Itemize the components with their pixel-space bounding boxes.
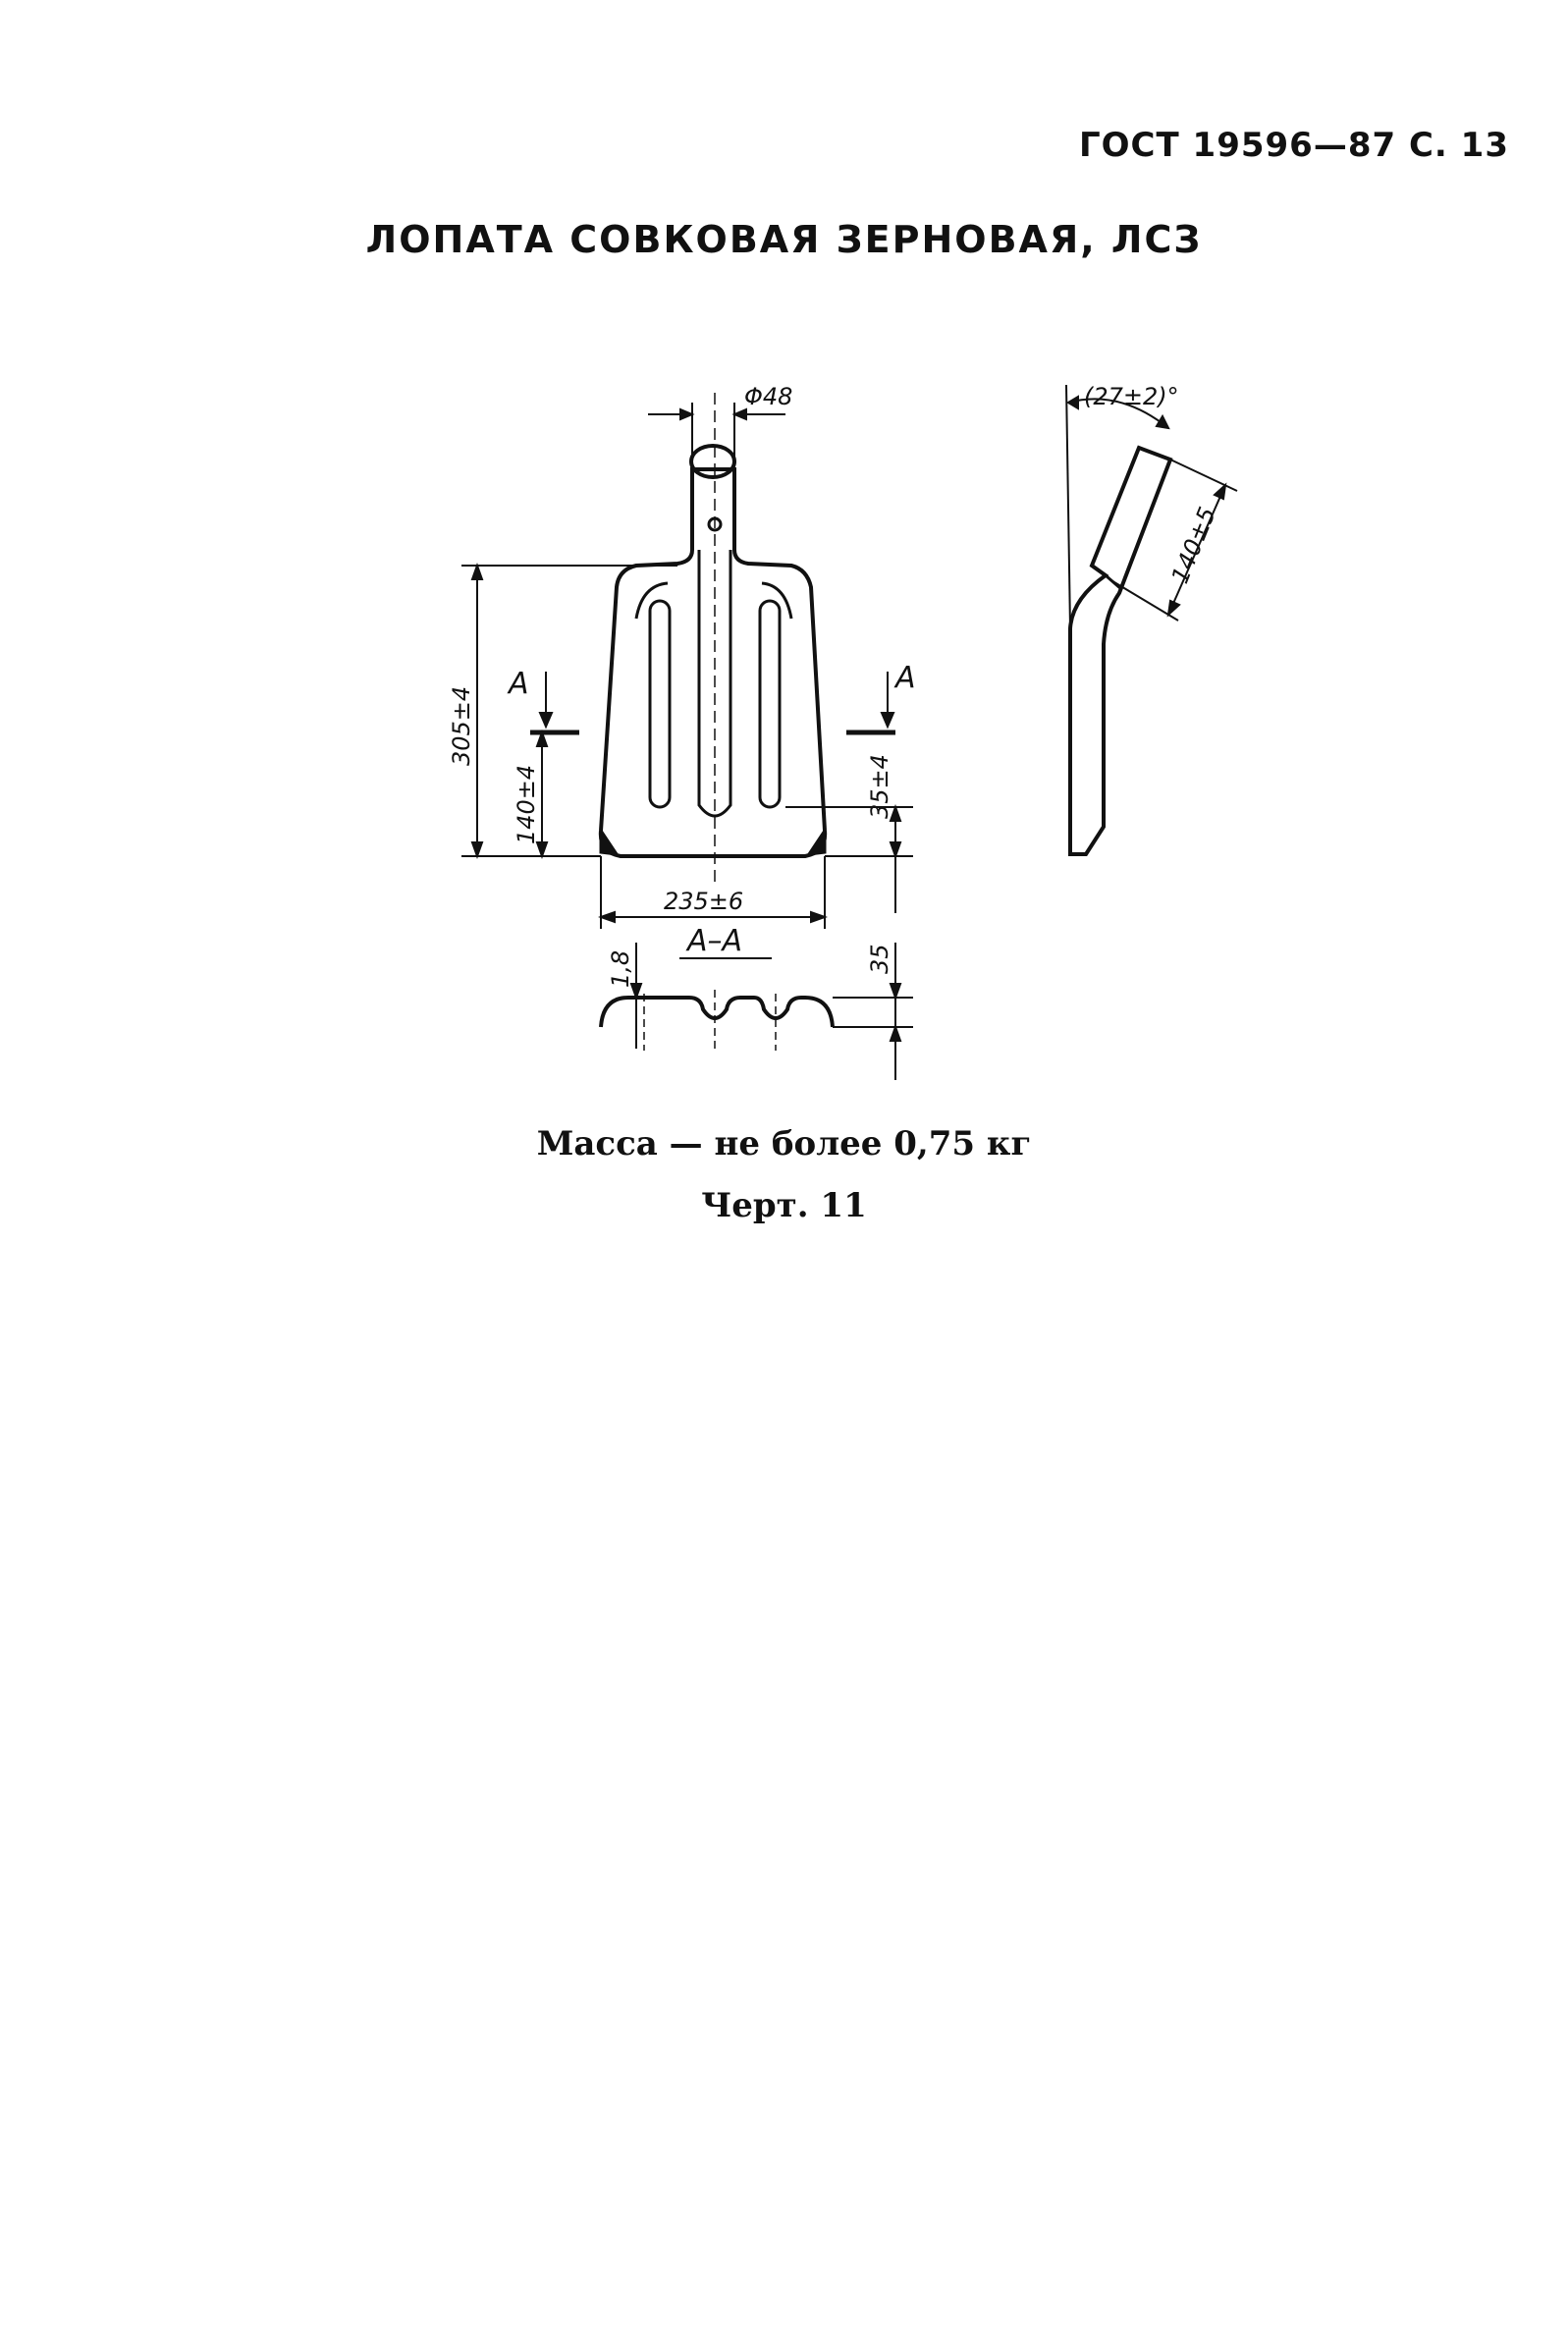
dim-thickness: 1,8 xyxy=(607,949,634,988)
bend-length-dimension xyxy=(1109,460,1237,621)
side-view xyxy=(1070,448,1170,854)
document-title: ЛОПАТА СОВКОВАЯ ЗЕРНОВАЯ, ЛСЗ xyxy=(365,218,1203,261)
front-view xyxy=(601,393,825,884)
dim-bend-angle: (27±2)° xyxy=(1084,383,1179,410)
offset-dimension xyxy=(785,807,913,913)
dim-total-height: 305±4 xyxy=(448,685,475,766)
dim-width: 235±6 xyxy=(664,888,744,915)
diameter-dimension xyxy=(648,403,785,461)
dim-rib-depth: 35 xyxy=(866,944,893,974)
mass-note: Масса — не более 0,75 кг xyxy=(536,1124,1032,1164)
dim-diameter: Φ48 xyxy=(744,383,793,410)
section-aa-title: А–А xyxy=(687,924,743,958)
dim-bend-length: 140±5 xyxy=(1165,503,1221,588)
dim-slot-offset: 35±4 xyxy=(866,754,893,819)
section-label-right: А xyxy=(895,661,916,695)
figure-label: Черт. 11 xyxy=(701,1186,867,1225)
page-header: ГОСТ 19596—87 С. 13 xyxy=(1078,126,1509,165)
section-arrows xyxy=(540,672,893,727)
dim-section-height: 140±4 xyxy=(513,764,540,844)
section-label-left: А xyxy=(509,667,529,701)
height-dimension xyxy=(461,566,677,856)
